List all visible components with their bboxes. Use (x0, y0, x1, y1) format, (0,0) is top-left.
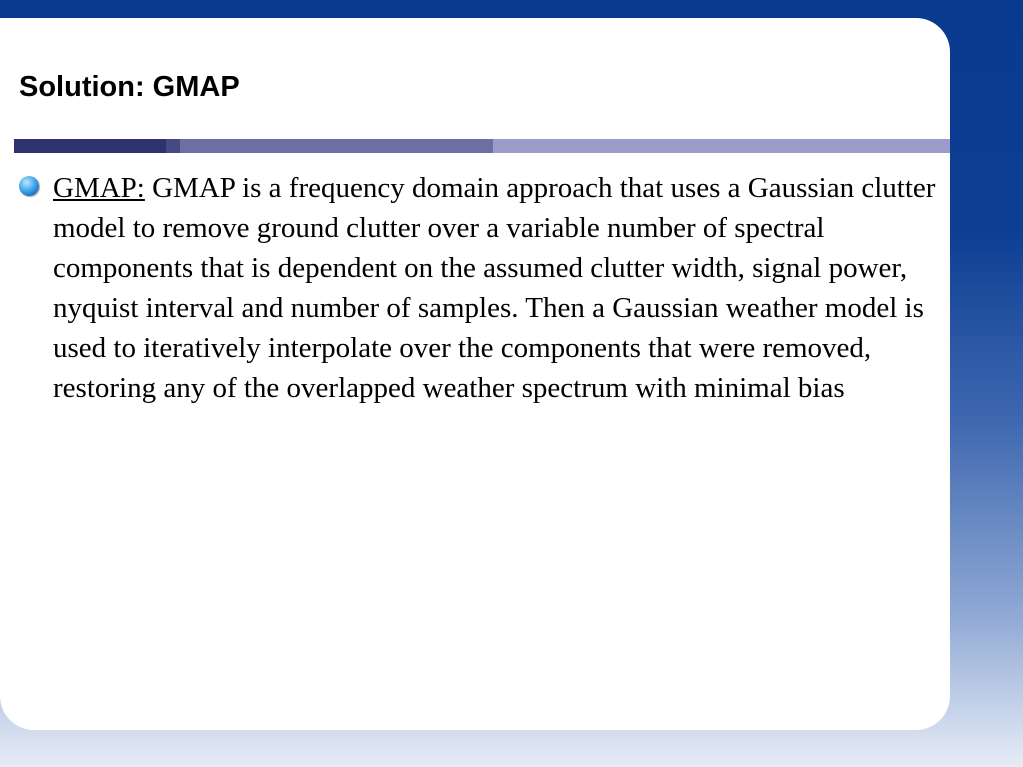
title-bar-segment (166, 139, 180, 153)
title-bar-segment (493, 139, 950, 153)
bullet-list (19, 168, 939, 408)
bullet-text: GMAP is a frequency domain approach that uses a Gaussian clutter model to remove ground clutter over a variable number of spectral components that is dependent on the assumed clutter width, signal power, nyquist interval and number of samples. Then a Gaussian weather model is used to iteratively interpolate over the components that were removed, restoring any of the overlapped weather spectrum with minimal bias (53, 172, 936, 404)
slide-title: Solution: GMAP (19, 71, 240, 103)
slide-content-panel (0, 18, 950, 730)
bullet-item (19, 168, 939, 408)
blue-sphere-bullet-icon (19, 176, 39, 196)
title-bar-segment (180, 139, 493, 153)
title-bar-segment (14, 139, 166, 153)
bullet-term: GMAP: (53, 172, 145, 204)
title-underline-bar (14, 139, 950, 153)
